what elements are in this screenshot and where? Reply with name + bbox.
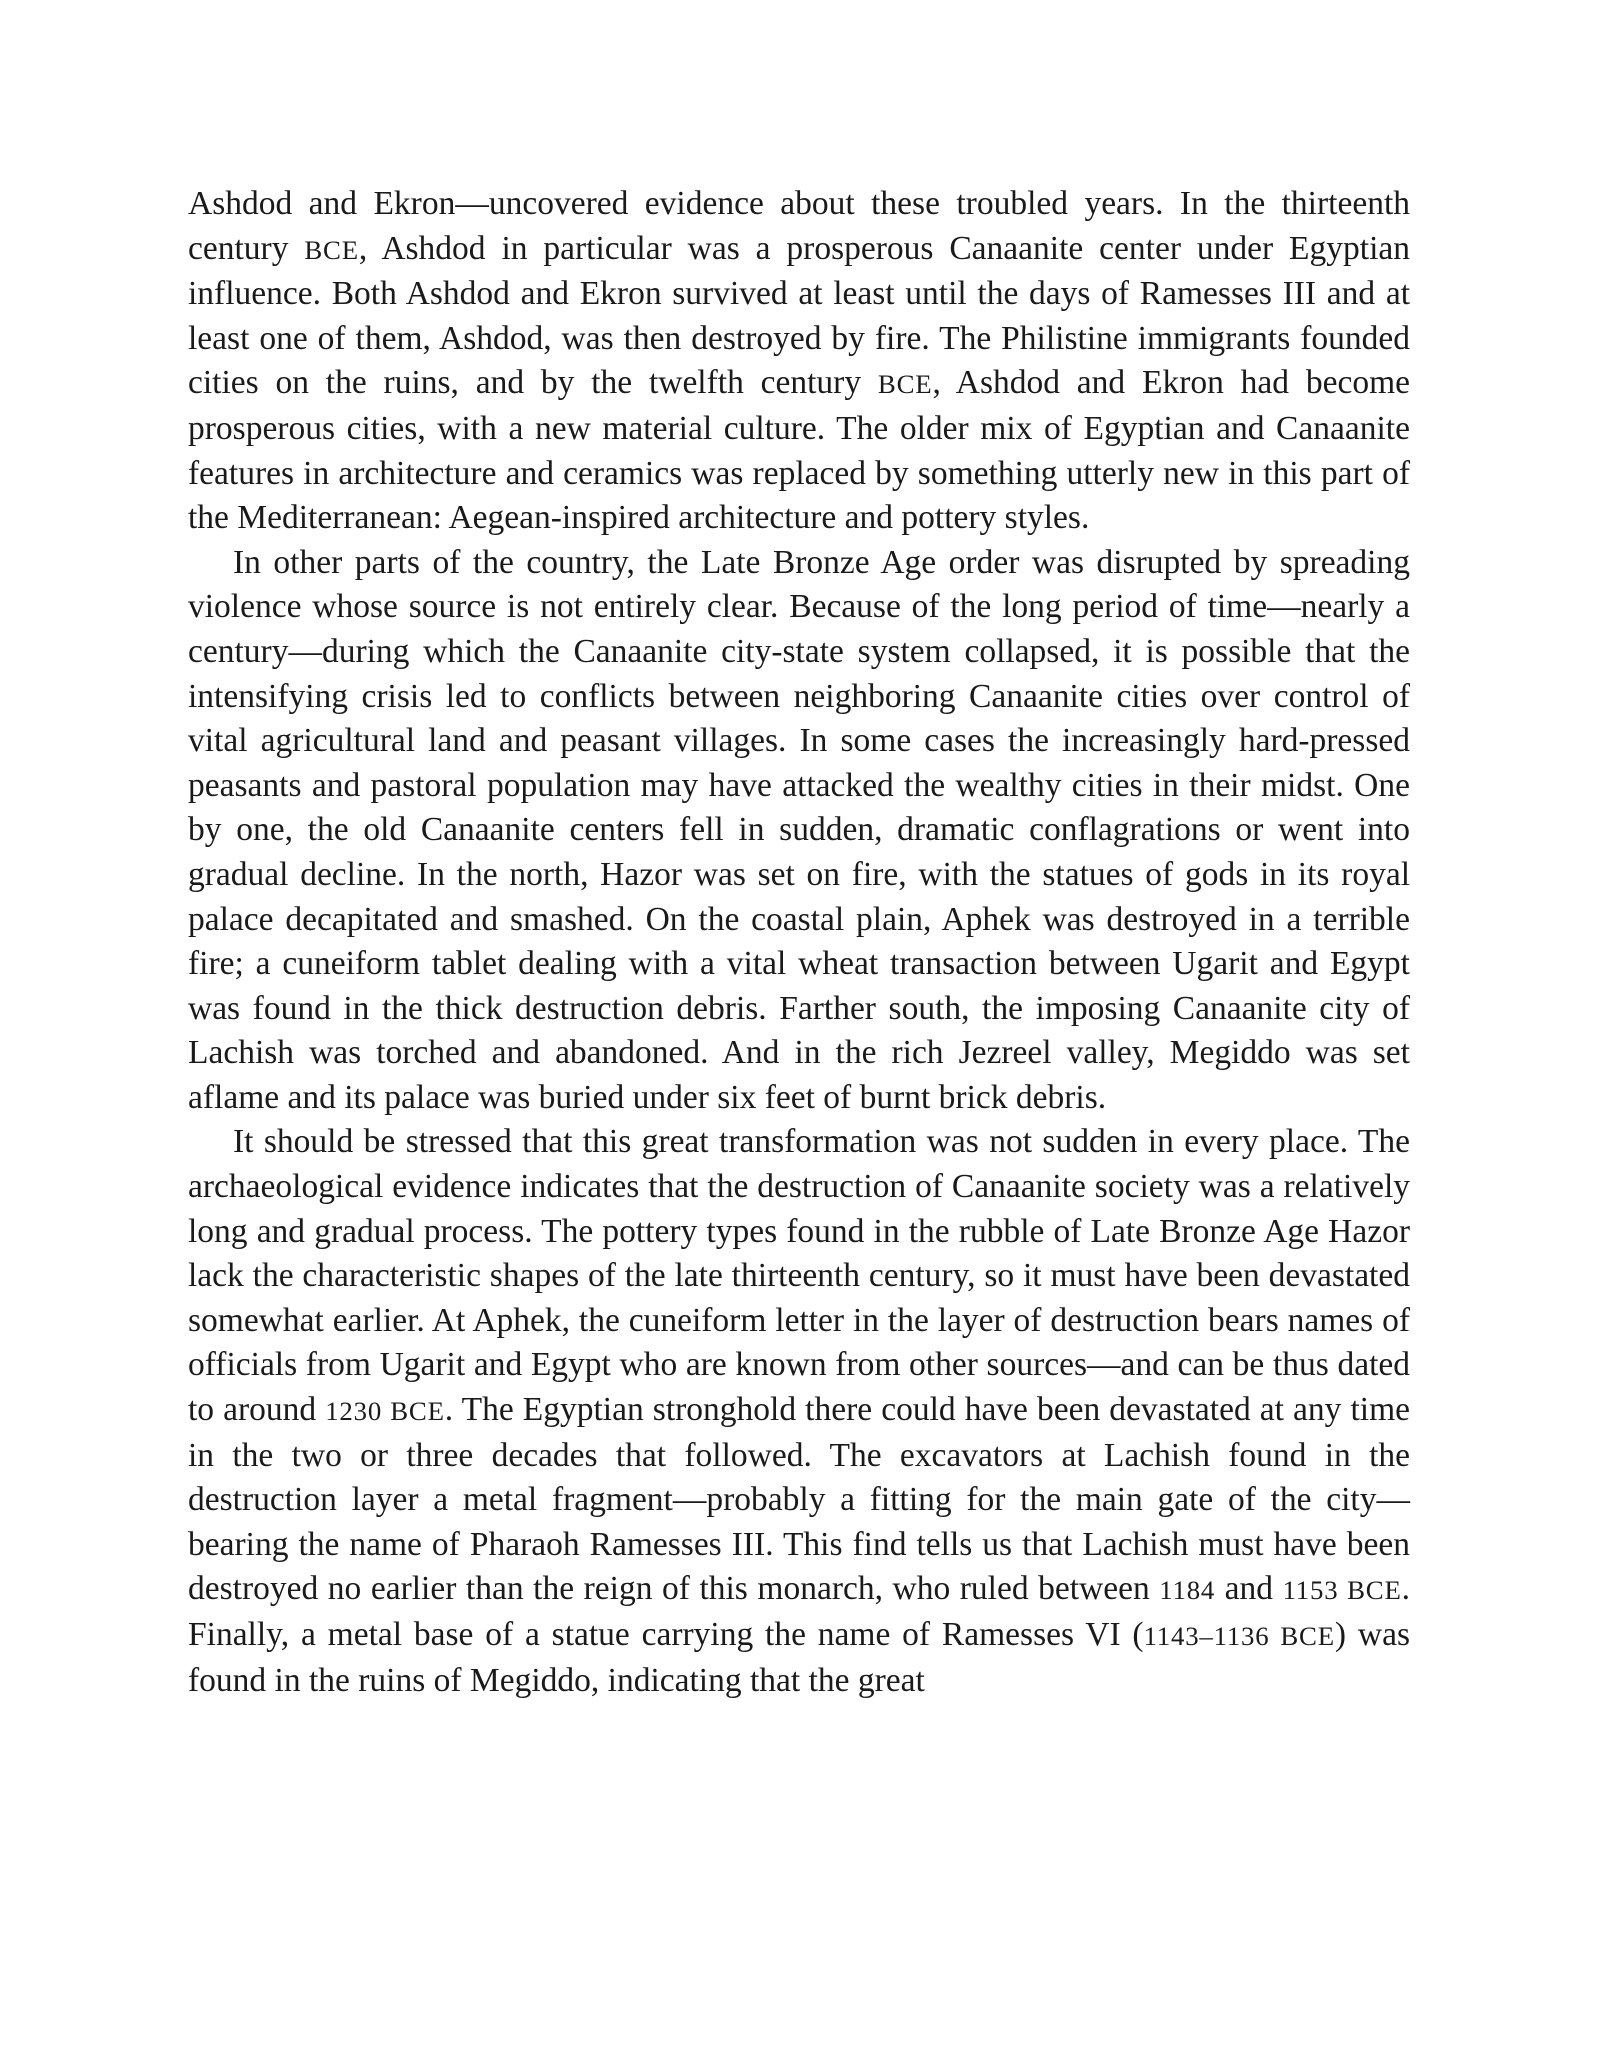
small-caps-text: 1230 BCE (325, 1396, 445, 1427)
text-run: Ashdod and Ekron—uncovered evidence about these troubled years. In the thirteenth century (188, 185, 1410, 267)
text-run: , Ashdod in particular was a prosperous Canaanite center under Egyptian influence. Both Ashdod and Ekron survived at least until the days of Ramesses III and at least one of them, Ashdod, was then destroyed by fire. The Philistine immigrants founded cities on the ruins, and by the twelfth century (188, 229, 1410, 402)
paragraph-3 (188, 1120, 1410, 1703)
text-run: . The Egyptian stronghold there could have been devastated at any time in the two or three decades that followed. The excavators at Lachish found in the destruction layer a metal fragment—probably a fitting for the main gate of the city—bearing the name of Pharaoh Ramesses III. This find tells us that Lachish must have been destroyed no earlier than the reign of this monarch, who ruled between (188, 1391, 1410, 1608)
paragraph-1 (188, 182, 1410, 541)
text-run: In other parts of the country, the Late Bronze Age order was disrupted by spreading violence whose source is not entirely clear. Because of the long period of time—nearly a century—during which the Canaanite city-state system collapsed, it is possible that the intensifying crisis led to conflicts between neighboring Canaanite cities over control of vital agricultural land and peasant villages. In some cases the increasingly hard-pressed peasants and pastoral population may have attacked the wealthy cities in their midst. One by one, the old Canaanite centers fell in sudden, dramatic conflagrations or went into gradual decline. In the north, Hazor was set on fire, with the statues of gods in its royal palace decapitated and smashed. On the coastal plain, Aphek was destroyed in a terrible fire; a cuneiform tablet dealing with a vital wheat transaction between Ugarit and Egypt was found in the thick destruction debris. Farther south, the imposing Canaanite city of Lachish was torched and abandoned. And in the rich Jezreel valley, Megiddo was set aflame and its palace was buried under six feet of burnt brick debris. (188, 543, 1410, 1116)
small-caps-text: 1143–1136 BCE (1143, 1621, 1335, 1651)
paragraph-2 (188, 541, 1410, 1121)
text-run: . Finally, a metal base of a statue carrying the name of Ramesses VI ( (188, 1570, 1410, 1653)
text-run: ) was found in the ruins of Megiddo, indicating that the great (188, 1616, 1411, 1699)
small-caps-text: 1184 (1159, 1575, 1216, 1606)
small-caps-text: 1153 BCE (1282, 1575, 1402, 1606)
text-run: It should be stressed that this great transformation was not sudden in every place. The archaeological evidence indicates that the destruction of Canaanite society was a relatively long and gradual process. The pottery types found in the rubble of Late Bronze Age Hazor lack the characteristic shapes of the late thirteenth century, so it must have been devastated somewhat earlier. At Aphek, the cuneiform letter in the layer of destruction bears names of officials from Ugarit and Egypt who are known from other sources—and can be thus dated to around (188, 1123, 1410, 1429)
text-run: , Ashdod and Ekron had become prosperous cities, with a new material culture. The older mix of Egyptian and Canaanite features in architecture and ceramics was replaced by something utterly new in this part of the Mediterranean: Aegean-inspired architecture and pottery styles. (188, 364, 1410, 537)
small-caps-text: BCE (877, 369, 933, 400)
text-run: and (1215, 1570, 1283, 1608)
page-body (188, 182, 1410, 1703)
small-caps-text: BCE (304, 234, 359, 265)
